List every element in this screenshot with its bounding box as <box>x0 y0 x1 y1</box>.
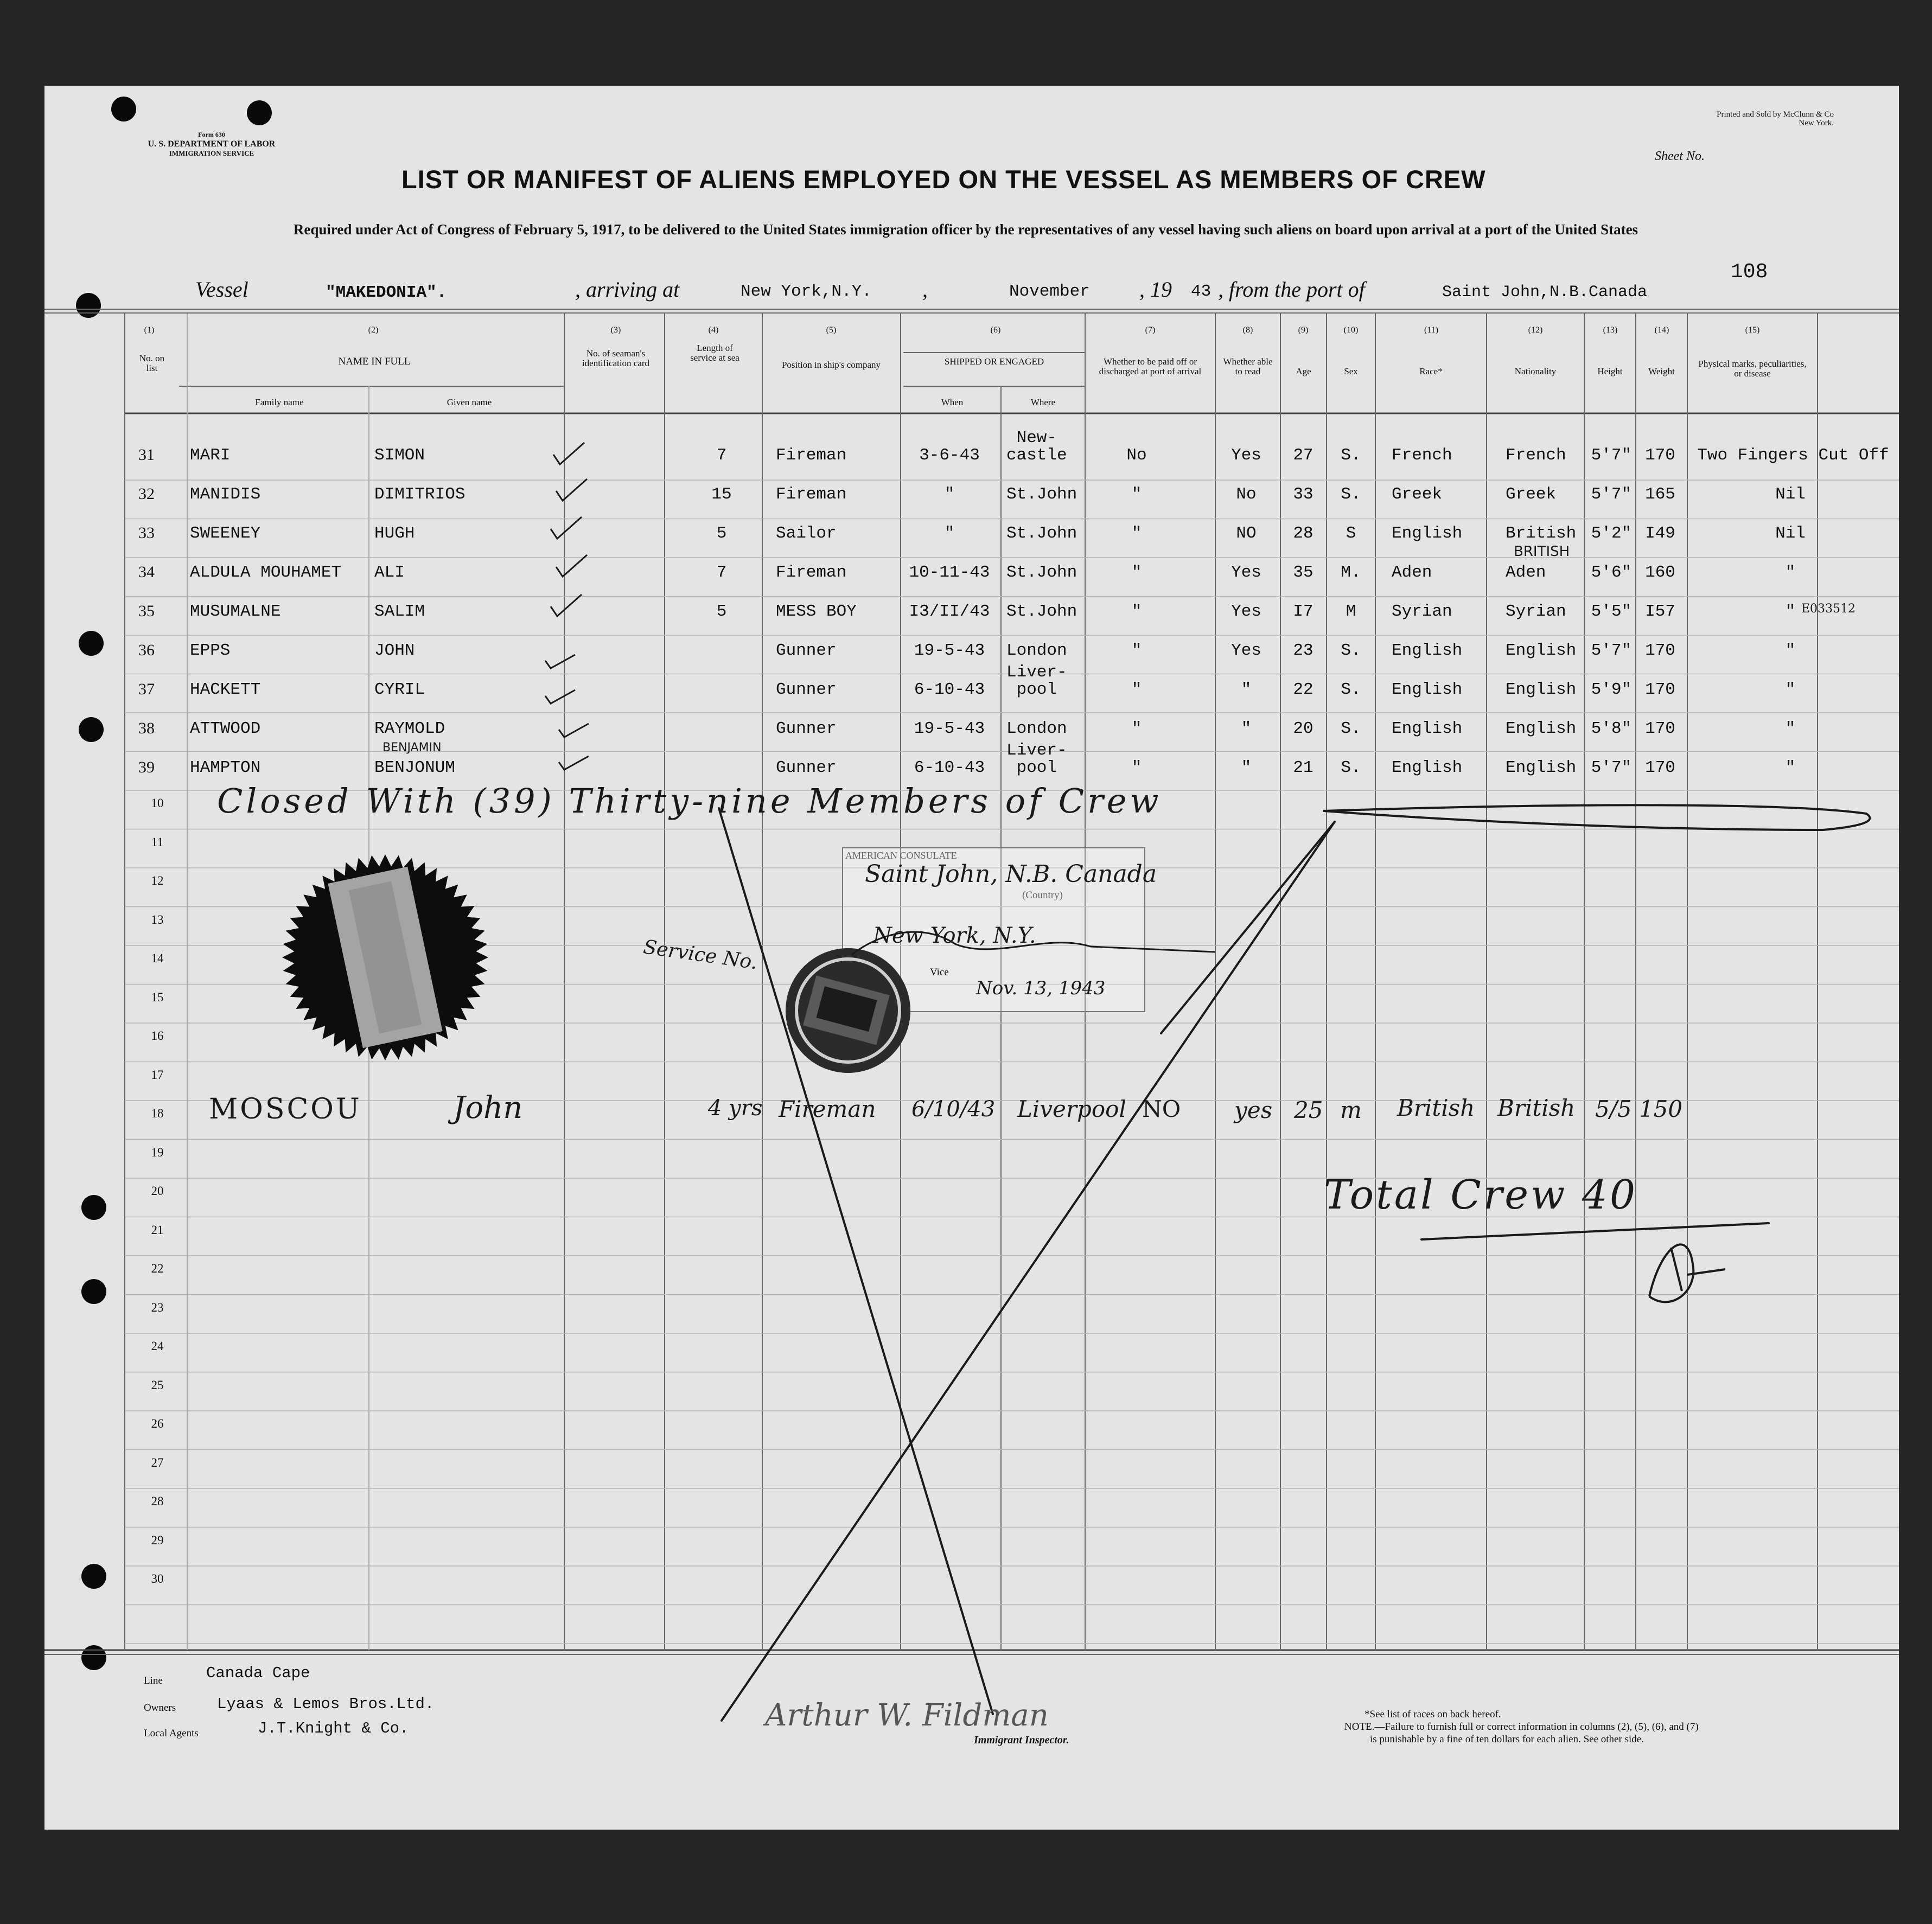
position: MESS BOY <box>776 602 857 621</box>
consulate-dest: New York, N.Y. <box>873 923 1036 948</box>
position: Fireman <box>776 485 847 504</box>
extra-where: Liverpool <box>1017 1096 1126 1122</box>
weight: 170 <box>1645 641 1675 660</box>
header-length-service: Length of service at sea <box>690 343 739 363</box>
header-name-in-full: NAME IN FULL <box>338 356 411 367</box>
row-number: 26 <box>151 1417 164 1430</box>
race: English <box>1392 641 1463 660</box>
able-to-read: Yes <box>1231 602 1261 621</box>
position: Gunner <box>776 758 837 777</box>
sex: S. <box>1341 719 1361 738</box>
check-marks <box>545 443 589 770</box>
position: Sailor <box>776 524 837 543</box>
consulate-header: AMERICAN CONSULATE <box>845 850 957 861</box>
margin-note: E033512 <box>1801 602 1856 616</box>
row-number: 14 <box>151 951 164 965</box>
race: English <box>1392 680 1463 699</box>
row-number: 33 <box>138 524 155 542</box>
height: 5'7" <box>1591 641 1632 660</box>
row-number: 27 <box>151 1455 164 1469</box>
sex: S. <box>1341 758 1361 777</box>
age: 20 <box>1293 719 1313 738</box>
row-number: 18 <box>151 1107 164 1120</box>
physical-marks: " <box>1785 602 1796 621</box>
height: 5'9" <box>1591 680 1632 699</box>
row-number: 23 <box>151 1300 164 1314</box>
col-num: (13) <box>1603 325 1618 335</box>
age: 27 <box>1293 446 1313 465</box>
height: 5'7" <box>1591 446 1632 465</box>
position: Gunner <box>776 719 837 738</box>
race: Aden <box>1392 563 1432 582</box>
line-value: Canada Cape <box>206 1664 310 1682</box>
paid-off: " <box>1131 602 1142 621</box>
from-label: , from the port of <box>1218 277 1365 302</box>
vessel-name: "MAKEDONIA". <box>326 283 447 302</box>
physical-marks: " <box>1785 680 1796 699</box>
inspector-label: Immigrant Inspector. <box>974 1734 1069 1746</box>
extra-read: yes <box>1234 1097 1273 1123</box>
shipped-when: 3-6-43 <box>919 446 980 465</box>
header-marks: Physical marks, peculiarities, or disease <box>1698 359 1807 379</box>
header-paid-off: Whether to be paid off or discharged at port of arrival <box>1099 356 1202 376</box>
arriving-label: , arriving at <box>575 277 680 302</box>
sex: S. <box>1341 641 1361 660</box>
given-name: DIMITRIOS <box>374 485 466 504</box>
service-name: IMMIGRATION SERVICE <box>169 149 254 157</box>
comma: , <box>922 277 928 302</box>
col-num: (6) <box>990 325 1001 335</box>
extra-when: 6/10/43 <box>911 1097 996 1122</box>
row-number: 12 <box>151 874 164 887</box>
position: Fireman <box>776 446 847 465</box>
departure-port: Saint John,N.B.Canada <box>1442 283 1648 302</box>
extra-age: 25 <box>1294 1097 1323 1123</box>
sex: M. <box>1341 563 1361 582</box>
nationality: Aden <box>1506 563 1546 582</box>
row-number: 16 <box>151 1029 164 1043</box>
family-name: MARI <box>190 446 231 465</box>
able-to-read: " <box>1241 719 1252 738</box>
shipped-where: St.John <box>1006 485 1077 504</box>
given-name: HUGH <box>374 524 415 543</box>
row-number: 19 <box>151 1145 164 1159</box>
row-number: 28 <box>151 1494 164 1508</box>
paid-off: " <box>1131 719 1142 738</box>
row-number: 13 <box>151 912 164 926</box>
age: 28 <box>1293 524 1313 543</box>
owners-value: Lyaas & Lemos Bros.Ltd. <box>217 1695 435 1713</box>
row-number: 30 <box>151 1572 164 1586</box>
extra-sex: m <box>1340 1097 1362 1123</box>
given-name: RAYMOLD <box>374 719 445 738</box>
family-name: HACKETT <box>190 680 261 699</box>
physical-marks: Nil <box>1775 524 1806 543</box>
shipped-when: " <box>944 524 955 543</box>
able-to-read: Yes <box>1231 446 1261 465</box>
weight: 170 <box>1645 719 1675 738</box>
header-shipped: SHIPPED OR ENGAGED <box>944 356 1044 367</box>
height: 5'5" <box>1591 602 1632 621</box>
benjamin-correction: BENJAMIN <box>382 741 442 755</box>
able-to-read: NO <box>1236 524 1257 543</box>
family-name: SWEENEY <box>190 524 261 543</box>
extra-service: 4 yrs <box>708 1096 763 1121</box>
agents-value: J.T.Knight & Co. <box>258 1720 409 1737</box>
consulate-date: Nov. 13, 1943 <box>976 977 1106 999</box>
service-length: 7 <box>716 563 727 582</box>
header-family-name: Family name <box>255 397 304 407</box>
weight: 165 <box>1645 485 1675 504</box>
vice-consul-signature <box>852 932 1215 955</box>
weight: 160 <box>1645 563 1675 582</box>
race: French <box>1392 446 1452 465</box>
age: 33 <box>1293 485 1313 504</box>
page-subtitle: Required under Act of Congress of February 5, 1917, to be delivered to the United States immigration officer by the representatives of any vessel having such aliens on board upon arrival at a port of the United States <box>293 221 1638 238</box>
able-to-read: " <box>1241 758 1252 777</box>
row-number: 11 <box>151 835 164 849</box>
vessel-label: Vessel <box>195 277 248 302</box>
sex: S. <box>1341 446 1361 465</box>
sex: S. <box>1341 485 1361 504</box>
physical-marks: Two Fingers Cut Off <box>1697 446 1889 465</box>
row-number: 17 <box>151 1068 164 1082</box>
extra-family: MOSCOU <box>209 1093 362 1126</box>
shipped-where: London <box>1006 719 1067 738</box>
printer-line: New York. <box>1799 119 1834 127</box>
row-number: 39 <box>138 758 155 776</box>
family-name: ALDULA MOUHAMET <box>190 563 342 582</box>
initials-mark <box>1649 1244 1725 1302</box>
col-num: (14) <box>1654 325 1669 335</box>
extra-race: British <box>1397 1095 1475 1121</box>
shipped-when: 19-5-43 <box>914 641 985 660</box>
sex: S <box>1346 524 1356 543</box>
shipped-where: Liver- pool <box>1006 741 1067 777</box>
position: Gunner <box>776 641 837 660</box>
service-length: 5 <box>716 602 727 621</box>
sex: S. <box>1341 680 1361 699</box>
row-number: 38 <box>138 719 155 737</box>
row-number: 20 <box>151 1184 164 1198</box>
paid-off: " <box>1131 641 1142 660</box>
nationality: French <box>1506 446 1566 465</box>
header-given-name: Given name <box>447 397 492 407</box>
inspector-signature: Arthur W. Fildman <box>765 1698 1049 1733</box>
header-when: When <box>941 397 964 407</box>
age: 22 <box>1293 680 1313 699</box>
col-num: (10) <box>1343 325 1359 335</box>
service-no-label: Service No. <box>642 936 759 974</box>
row-number: 10 <box>151 796 164 810</box>
shipped-when: 6-10-43 <box>914 758 985 777</box>
nationality: English <box>1506 641 1577 660</box>
agents-label: Local Agents <box>144 1728 199 1739</box>
family-name: EPPS <box>190 641 231 660</box>
able-to-read: Yes <box>1231 563 1261 582</box>
extra-given: John <box>453 1090 523 1126</box>
position: Fireman <box>776 563 847 582</box>
consulate-country: (Country) <box>1022 890 1063 901</box>
col-num: (5) <box>826 325 837 335</box>
shipped-where: London <box>1006 641 1067 660</box>
paid-off: " <box>1131 680 1142 699</box>
row-number: 37 <box>138 680 155 698</box>
row-number: 25 <box>151 1378 164 1392</box>
weight: I49 <box>1645 524 1675 543</box>
row-number: 31 <box>138 446 155 464</box>
header-height: Height <box>1597 366 1623 376</box>
given-name: ALI <box>374 563 405 582</box>
paid-off: " <box>1131 563 1142 582</box>
height: 5'2" <box>1591 524 1632 543</box>
family-name: HAMPTON <box>190 758 261 777</box>
col-num: (1) <box>144 325 155 335</box>
header-race: Race* <box>1419 366 1443 376</box>
consulate-vice: Vice <box>930 967 949 978</box>
given-name: SALIM <box>374 602 425 621</box>
physical-marks: " <box>1785 758 1796 777</box>
nationality: English <box>1506 680 1577 699</box>
able-to-read: Yes <box>1231 641 1261 660</box>
race: English <box>1392 719 1463 738</box>
row-number: 15 <box>151 990 164 1004</box>
shipped-when: I3/II/43 <box>909 602 990 621</box>
height: 5'7" <box>1591 485 1632 504</box>
row-number: 29 <box>151 1533 164 1547</box>
weight: 170 <box>1645 758 1675 777</box>
row-number: 22 <box>151 1262 164 1275</box>
given-name: SIMON <box>374 446 425 465</box>
col-num: (11) <box>1424 325 1439 335</box>
shipped-where: St.John <box>1006 563 1077 582</box>
row-number: 35 <box>138 602 155 620</box>
cancel-lines <box>719 805 1870 1721</box>
department-name: U. S. DEPARTMENT OF LABOR <box>148 139 276 149</box>
race: English <box>1392 758 1463 777</box>
family-name: MANIDIS <box>190 485 261 504</box>
nationality: Greek <box>1506 485 1557 504</box>
fine-note-1: NOTE.—Failure to furnish full or correct information in columns (2), (5), (6), and (7) <box>1344 1721 1699 1733</box>
given-name: JOHN <box>374 641 415 660</box>
british-correction: BRITISH <box>1514 544 1570 560</box>
arrival-port: New York,N.Y. <box>741 282 872 301</box>
total-crew: Total Crew 40 <box>1324 1172 1638 1218</box>
able-to-read: No <box>1236 485 1257 504</box>
extra-paid: NO <box>1142 1096 1181 1122</box>
shipped-when: 6-10-43 <box>914 680 985 699</box>
shipped-where: Liver- pool <box>1006 663 1067 699</box>
physical-marks: " <box>1785 563 1796 582</box>
height: 5'8" <box>1591 719 1632 738</box>
line-label: Line <box>144 1675 163 1686</box>
extra-height-weight: 5/5 150 <box>1595 1096 1683 1122</box>
nationality: Syrian <box>1506 602 1566 621</box>
row-number: 24 <box>151 1339 164 1353</box>
able-to-read: " <box>1241 680 1252 699</box>
col-num: (12) <box>1528 325 1543 335</box>
weight: I57 <box>1645 602 1675 621</box>
weight: 170 <box>1645 446 1675 465</box>
closing-line: Closed With (39) Thirty-nine Members of Crew <box>217 781 1162 821</box>
notary-seal <box>282 854 488 1060</box>
revenue-stamp <box>786 948 910 1073</box>
header-where: Where <box>1030 397 1056 407</box>
paid-off: " <box>1131 758 1142 777</box>
owners-label: Owners <box>144 1702 176 1714</box>
shipped-where: St.John <box>1006 602 1077 621</box>
row-number: 21 <box>151 1223 164 1237</box>
col-num: (8) <box>1242 325 1253 335</box>
consulate-place: Saint John, N.B. Canada <box>865 860 1157 888</box>
race: Greek <box>1392 485 1443 504</box>
race: English <box>1392 524 1463 543</box>
given-name: BENJONUM <box>374 758 455 777</box>
position: Gunner <box>776 680 837 699</box>
page-title: LIST OR MANIFEST OF ALIENS EMPLOYED ON THE VESSEL AS MEMBERS OF CREW <box>401 165 1486 194</box>
service-length: 5 <box>716 524 727 543</box>
header-age: Age <box>1296 366 1311 376</box>
sex: M <box>1346 602 1356 621</box>
col-num: (15) <box>1745 325 1760 335</box>
sheet-no-label: Sheet No. <box>1655 149 1705 163</box>
year-prefix: , 19 <box>1139 277 1172 302</box>
weight: 170 <box>1645 680 1675 699</box>
service-length: 15 <box>711 485 732 504</box>
sheet-number: 108 <box>1731 260 1768 284</box>
arrival-month: November <box>1009 282 1090 301</box>
form-number: Form 630 <box>198 131 225 138</box>
extra-position: Fireman <box>779 1096 876 1122</box>
physical-marks: Nil <box>1775 485 1806 504</box>
header-sex: Sex <box>1344 366 1358 376</box>
row-number: 34 <box>138 563 155 581</box>
col-num: (9) <box>1298 325 1309 335</box>
age: 21 <box>1293 758 1313 777</box>
nationality: English <box>1506 719 1577 738</box>
shipped-where: New- castle <box>1006 429 1067 465</box>
service-length: 7 <box>716 446 727 465</box>
row-number: 32 <box>138 485 155 503</box>
shipped-where: St.John <box>1006 524 1077 543</box>
row-number: 36 <box>138 641 155 659</box>
nationality: English <box>1506 758 1577 777</box>
col-num: (4) <box>708 325 719 335</box>
paid-off: " <box>1131 524 1142 543</box>
age: I7 <box>1293 602 1313 621</box>
col-num: (2) <box>368 325 379 335</box>
race: Syrian <box>1392 602 1452 621</box>
height: 5'6" <box>1591 563 1632 582</box>
printer-line: Printed and Sold by McClunn & Co <box>1717 110 1834 119</box>
col-num: (3) <box>610 325 621 335</box>
header-weight: Weight <box>1648 366 1675 376</box>
fine-note-2: is punishable by a fine of ten dollars for each alien. See other side. <box>1370 1734 1644 1745</box>
header-id-card: No. of seaman's identification card <box>582 348 650 368</box>
header-able-read: Whether able to read <box>1223 356 1273 376</box>
physical-marks: " <box>1785 641 1796 660</box>
shipped-when: " <box>944 485 955 504</box>
paid-off: " <box>1131 485 1142 504</box>
shipped-when: 19-5-43 <box>914 719 985 738</box>
paid-off: No <box>1126 446 1147 465</box>
given-name: CYRIL <box>374 680 425 699</box>
header-nationality: Nationality <box>1514 366 1557 376</box>
header-no-on-list: No. on list <box>139 353 165 373</box>
family-name: MUSUMALNE <box>190 602 281 621</box>
year-suffix: 43 <box>1191 282 1212 301</box>
height: 5'7" <box>1591 758 1632 777</box>
header-position: Position in ship's company <box>781 360 881 370</box>
shipped-when: 10-11-43 <box>909 563 990 582</box>
physical-marks: " <box>1785 719 1796 738</box>
extra-nationality: British <box>1497 1095 1576 1121</box>
races-note: *See list of races on back hereof. <box>1364 1709 1501 1720</box>
age: 23 <box>1293 641 1313 660</box>
age: 35 <box>1293 563 1313 582</box>
nationality: British <box>1506 524 1577 543</box>
col-num: (7) <box>1145 325 1156 335</box>
family-name: ATTWOOD <box>190 719 261 738</box>
